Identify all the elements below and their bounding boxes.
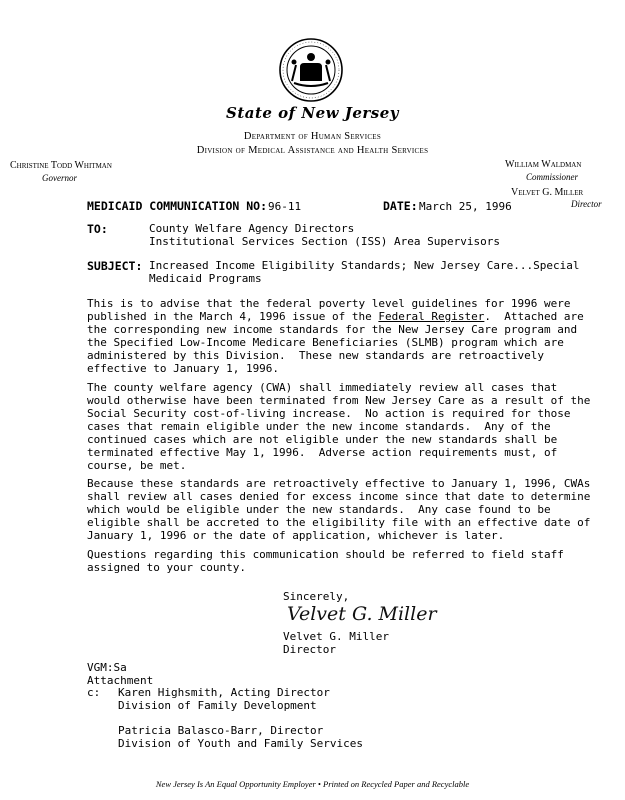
attachment-note: Attachment — [87, 674, 154, 687]
signer-title: Director — [283, 643, 336, 656]
body-paragraph-3: Because these standards are retroactively effective to January 1, 1996, CWAs shall review all cases denied for excess income since that date to determine which would be eligible under the new standards. Any case found to be eligible shall be accreted to the eligibility file with an effective date of January 1, 1996 or the date of application, whichever is later. — [87, 477, 591, 542]
subject-line: Increased Income Eligibility Standards; New Jersey Care...Special — [149, 259, 580, 272]
cc-recipient: Patricia Balasco-Barr, Director — [118, 724, 324, 737]
body-paragraph-2: The county welfare agency (CWA) shall immediately review all cases that would otherwise have been terminated from New Jersey Care as a result of the Social Security cost-of-living increase. No action is required for those cases that remain eligible under the new income standards. Any of the continued cases which are not eligible under the new standards shall be terminated effective May 1, 1996. Adverse action requirements must, of course, be met. — [87, 381, 591, 472]
handwritten-signature: Velvet G. Miller — [287, 603, 437, 625]
governor-title: Governor — [42, 173, 77, 183]
paragraph-text: . Attached are the corresponding new income standards for the New Jersey Care program and the Specified Low-Income Medicare Beneficiaries (SLMB) program which are administered by this Division. These new standards are retroactively effective to January 1, 1996. — [87, 310, 584, 375]
commissioner-name: William Waldman — [505, 159, 582, 170]
cc-recipient: Division of Family Development — [118, 699, 317, 712]
subject-label: SUBJECT: — [87, 259, 143, 273]
page-footer: New Jersey Is An Equal Opportunity Employer • Printed on Recycled Paper and Recyclable — [155, 779, 470, 789]
state-title: State of New Jersey — [226, 104, 399, 122]
body-paragraph-1 — [87, 297, 584, 375]
signer-name: Velvet G. Miller — [283, 630, 389, 643]
cc-label: c: — [87, 686, 101, 699]
subject-line: Medicaid Programs — [149, 272, 262, 285]
governor-name: Christine Todd Whitman — [10, 160, 112, 171]
to-recipient: Institutional Services Section (ISS) Area Supervisors — [149, 235, 500, 248]
commissioner-title: Commissioner — [526, 172, 579, 182]
communication-number-value: 96-11 — [268, 200, 302, 213]
director-title: Director — [571, 199, 602, 209]
director-name: Velvet G. Miller — [511, 187, 584, 198]
cc-recipient: Division of Youth and Family Services — [118, 737, 364, 750]
federal-register-reference: Federal Register — [378, 310, 485, 323]
division-name: Division of Medical Assistance and Health Services — [196, 145, 429, 156]
closing-salutation: Sincerely, — [283, 590, 350, 603]
department-name: Department of Human Services — [243, 131, 382, 142]
paragraph-text: This is to advise that the federal poverty level guidelines for 1996 were published in the March 4, 1996 issue of the — [87, 297, 571, 323]
body-paragraph-4: Questions regarding this communication should be referred to field staff assigned to your county. — [87, 548, 564, 574]
typist-initials: VGM:Sa — [87, 661, 127, 674]
state-seal-icon — [278, 37, 344, 103]
date-value: March 25, 1996 — [419, 200, 512, 213]
cc-recipient: Karen Highsmith, Acting Director — [118, 686, 330, 699]
to-label: TO: — [87, 222, 108, 236]
communication-number-label: MEDICAID COMMUNICATION NO: — [87, 199, 268, 213]
to-recipient: County Welfare Agency Directors — [149, 222, 355, 235]
date-label: DATE: — [383, 199, 418, 213]
